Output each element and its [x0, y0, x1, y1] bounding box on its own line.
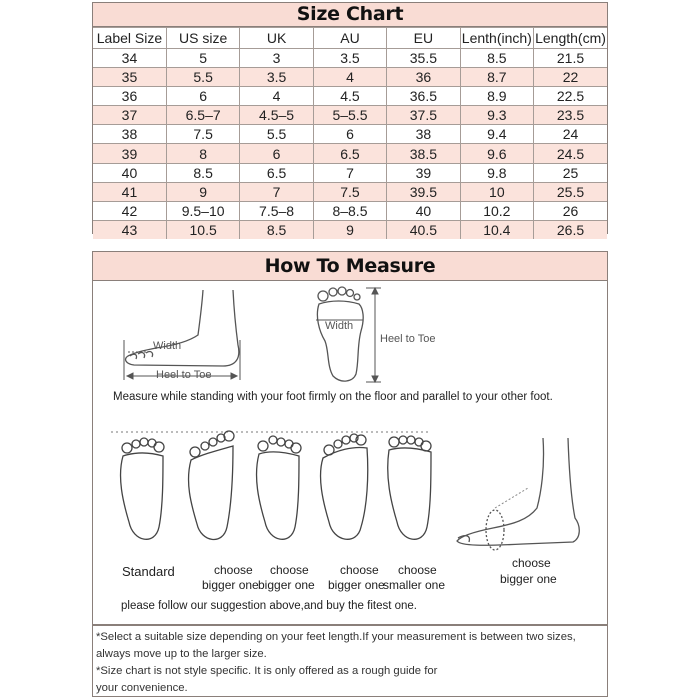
table-cell: 26.5 — [534, 220, 607, 239]
table-cell: 7 — [313, 163, 386, 182]
foot-type-label-4-line1: choose — [340, 563, 379, 577]
table-body — [93, 49, 607, 239]
table-cell: 36.5 — [387, 87, 460, 106]
table-cell: 4.5 — [313, 87, 386, 106]
table-cell: 10.4 — [460, 220, 533, 239]
table-cell: 35.5 — [387, 49, 460, 68]
instep-label-line1: choose — [512, 556, 551, 570]
table-cell: 8.9 — [460, 87, 533, 106]
table-cell: 5.5 — [240, 125, 313, 144]
sole-length-label: Heel to Toe — [380, 333, 436, 345]
table-row — [93, 220, 607, 239]
table-cell: 26 — [534, 201, 607, 220]
table-cell: 34 — [93, 49, 166, 68]
foot-type-label-5-line1: choose — [398, 563, 437, 577]
table-cell: 9.5–10 — [166, 201, 239, 220]
column-header: Label Size — [93, 28, 166, 49]
table-cell: 9.4 — [460, 125, 533, 144]
sole-width-label: Width — [325, 320, 354, 332]
table-cell: 38 — [93, 125, 166, 144]
table-cell: 22.5 — [534, 87, 607, 106]
column-header: Lenth(inch) — [460, 28, 533, 49]
table-row — [93, 125, 607, 144]
table-cell: 22 — [534, 68, 607, 87]
table-cell: 37.5 — [387, 106, 460, 125]
table-row — [93, 87, 607, 106]
table-cell: 24 — [534, 125, 607, 144]
table-cell: 10 — [460, 182, 533, 201]
table-cell: 7 — [240, 182, 313, 201]
measure-instruction: Measure while standing with your foot firmly on the floor and parallel to your other foot. — [113, 391, 553, 403]
table-cell: 7.5 — [313, 182, 386, 201]
table-cell: 23.5 — [534, 106, 607, 125]
size-chart — [92, 2, 608, 238]
column-header: EU — [387, 28, 460, 49]
table-cell: 3.5 — [313, 49, 386, 68]
foot-type-label-2-line2: bigger one — [202, 578, 259, 592]
table-cell: 40.5 — [387, 220, 460, 239]
table-cell: 3.5 — [240, 68, 313, 87]
table-cell: 9 — [313, 220, 386, 239]
note-line-2: always move up to the larger size. — [96, 648, 267, 660]
table-cell: 39.5 — [387, 182, 460, 201]
table-cell: 38.5 — [387, 144, 460, 163]
table-cell: 36 — [387, 68, 460, 87]
table-cell: 8.5 — [460, 49, 533, 68]
column-header: UK — [240, 28, 313, 49]
table-row — [93, 163, 607, 182]
table-cell: 24.5 — [534, 144, 607, 163]
table-cell: 4 — [313, 68, 386, 87]
table-row — [93, 106, 607, 125]
table-cell: 8.7 — [460, 68, 533, 87]
column-header: AU — [313, 28, 386, 49]
size-notes — [92, 625, 608, 697]
table-row — [93, 182, 607, 201]
table-cell: 6 — [166, 87, 239, 106]
side-width-label: Width — [153, 340, 182, 352]
table-cell: 42 — [93, 201, 166, 220]
table-cell: 39 — [93, 144, 166, 163]
foot-types-diagram — [115, 432, 445, 562]
table-cell: 38 — [387, 125, 460, 144]
table-row — [93, 144, 607, 163]
size-table — [93, 27, 607, 239]
table-cell: 35 — [93, 68, 166, 87]
table-cell: 25.5 — [534, 182, 607, 201]
instep-label-line2: bigger one — [500, 572, 557, 586]
table-cell: 7.5–8 — [240, 201, 313, 220]
table-cell: 25 — [534, 163, 607, 182]
table-row — [93, 201, 607, 220]
table-cell: 5.5 — [166, 68, 239, 87]
table-cell: 9.3 — [460, 106, 533, 125]
table-cell: 39 — [387, 163, 460, 182]
table-cell: 8.5 — [240, 220, 313, 239]
table-cell: 6 — [240, 144, 313, 163]
table-header-row — [93, 28, 607, 49]
table-cell: 6 — [313, 125, 386, 144]
table-cell: 7.5 — [166, 125, 239, 144]
instep-diagram — [453, 438, 593, 568]
suggestion-text: please follow our suggestion above,and buy the fitest one. — [121, 600, 418, 612]
table-cell: 6.5–7 — [166, 106, 239, 125]
table-cell: 8–8.5 — [313, 201, 386, 220]
table-row — [93, 49, 607, 68]
table-cell: 3 — [240, 49, 313, 68]
table-cell: 6.5 — [240, 163, 313, 182]
table-cell: 40 — [387, 201, 460, 220]
table-cell: 9.8 — [460, 163, 533, 182]
table-cell: 43 — [93, 220, 166, 239]
how-to-measure-panel — [92, 251, 608, 625]
note-line-1: *Select a suitable size depending on your feet length.If your measurement is between two sizes, — [96, 631, 576, 643]
table-row — [93, 68, 607, 87]
table-cell: 41 — [93, 182, 166, 201]
table-cell: 36 — [93, 87, 166, 106]
foot-type-label-2-line1: choose — [214, 563, 253, 577]
table-cell: 8.5 — [166, 163, 239, 182]
column-header: Length(cm) — [534, 28, 607, 49]
table-cell: 5 — [166, 49, 239, 68]
side-length-label: Heel to Toe — [156, 369, 212, 381]
foot-type-label-4-line2: bigger one — [328, 578, 385, 592]
table-cell: 21.5 — [534, 49, 607, 68]
size-chart-title: Size Chart — [93, 3, 607, 27]
table-cell: 10.2 — [460, 201, 533, 220]
note-line-3: *Size chart is not style specific. It is only offered as a rough guide for — [96, 665, 438, 677]
table-cell: 9 — [166, 182, 239, 201]
table-cell: 6.5 — [313, 144, 386, 163]
table-cell: 40 — [93, 163, 166, 182]
table-cell: 10.5 — [166, 220, 239, 239]
foot-type-label-3-line1: choose — [270, 563, 309, 577]
foot-type-label-5-line2: smaller one — [383, 578, 446, 592]
table-cell: 8 — [166, 144, 239, 163]
table-cell: 9.6 — [460, 144, 533, 163]
foot-type-label-standard: Standard — [122, 564, 175, 579]
column-header: US size — [166, 28, 239, 49]
table-cell: 5–5.5 — [313, 106, 386, 125]
table-cell: 4.5–5 — [240, 106, 313, 125]
foot-type-label-3-line2: bigger one — [258, 578, 315, 592]
table-cell: 4 — [240, 87, 313, 106]
table-cell: 37 — [93, 106, 166, 125]
note-line-4: your convenience. — [96, 682, 188, 694]
how-to-measure-title: How To Measure — [93, 252, 607, 281]
